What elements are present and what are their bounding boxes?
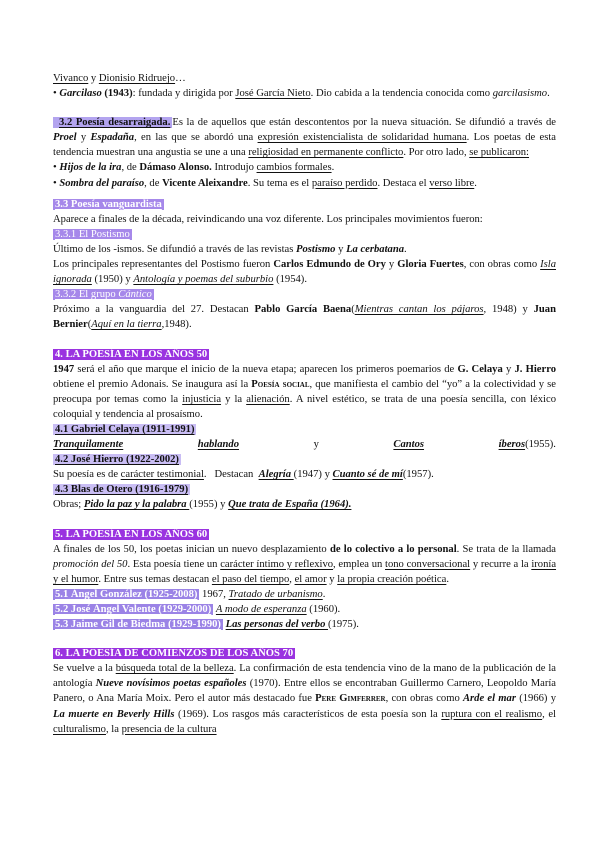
section-heading: 4.3 Blas de Otero (1916-1979)	[55, 484, 189, 496]
section-heading: 3.3.2 El grupo Cántico	[55, 289, 152, 301]
paragraph: Su poesía es de carácter testimonial. Destacan Alegría (1947) y Cuanto sé de mí(1957).	[53, 469, 434, 481]
paragraph: Tranquilamente hablando y Cantos íberos(1955).	[53, 439, 556, 451]
spacer	[53, 333, 556, 347]
document-body	[53, 71, 556, 737]
section-5-1: 5.1 Ángel González (1925-2008) 1967, Tratado de urbanismo.	[55, 588, 326, 600]
spacer	[53, 101, 556, 115]
section-3-3-2	[53, 287, 556, 302]
author-name: Dionisio Ridruejo	[98, 73, 176, 84]
section-3-2: 3.2 Poesía desarraigada. Es la de aquellos que están descontentos por la nueva situación. Se difundió a través de Proel y Espadaña, en las que se abordó una expresión existencialista de solidaridad humana. Los poetas de esta tendencia muestran una angustia se une a una religiosidad en permanente conflicto. Por otro lado, se publicaron:	[53, 117, 557, 159]
author-name: José García Nieto	[235, 88, 311, 100]
section-heading: 4. LA POESÍA EN LOS AÑOS 50	[55, 348, 208, 360]
section-heading: 3.3.1 El Postismo	[55, 228, 130, 240]
journal-title: Garcilaso	[59, 88, 102, 100]
bullet-item: • Garcilaso (1943): fundada y dirigida por José García Nieto. Dio cabida a la tendencia conocida como garcilasismo.	[53, 88, 550, 100]
section-5-3: 5.3 Jaime Gil de Biedma (1929-1990) Las personas del verbo (1975).	[55, 619, 359, 631]
paragraph: Se vuelve a la búsqueda total de la belleza. La confirmación de esta tendencia vino de la mano de la publicación de la antología Nueve novísimos poetas españoles (1970). Entre ellos se encontraban Guillermo Carnero, Leopoldo María Panero, o Ana María Moix. Pero el autor más destacado fue Pere Gimferrer, con obras como Arde el mar (1966) y La muerte en Beverly Hills (1969). Los rasgos más característicos de esta poesía son la ruptura con el realismo, el culturalismo, la presencia de la cultura	[53, 663, 557, 735]
paragraph: Obras; Pido la paz y la palabra (1955) y Que trata de España (1964).	[53, 499, 352, 511]
section-heading: 5.2 José Ángel Valente (1929-2000)	[55, 604, 212, 615]
paragraph: A finales de los 50, los poetas inician un nuevo desplazamiento de lo colectivo a lo personal. Se trata de la llamada promoción del 50. Esta poesía tiene un carácter íntimo y reflexivo, emplea un tono conversacional y recurre a la ironía y el humor. Entre sus temas destacan el paso del tiempo, el amor y la propia creación poética.	[53, 543, 557, 585]
author-name: Vivanco	[53, 73, 89, 84]
section-3-3	[53, 197, 556, 212]
paragraph: Último de los -ismos. Se difundió a través de las revistas Postismo y La cerbatana.	[53, 243, 407, 255]
bullet-item: • Sombra del paraíso, de Vicente Aleixandre. Su tema es el paraíso perdido. Destaca el verso libre.	[53, 177, 477, 189]
paragraph: Los principales representantes del Postismo fueron Carlos Edmundo de Ory y Gloria Fuertes, con obras como Isla ignorada (1950) y Antología y poemas del suburbio (1954).	[53, 259, 557, 286]
section-heading: 3.3 Poesía vanguardista	[55, 198, 162, 210]
section-6	[53, 646, 556, 661]
section-heading: 5.1 Ángel González (1925-2008)	[55, 588, 198, 600]
section-heading: 5. LA POESÍA EN LOS AÑOS 60	[55, 528, 208, 540]
section-heading: 4.2 José Hierro (1922-2002)	[55, 454, 179, 466]
section-heading: 3.2 Poesía desarraigada.	[53, 117, 172, 128]
section-4-1	[53, 422, 556, 437]
section-4-3	[53, 482, 556, 497]
bullet-item: • Hijos de la ira, de Dámaso Alonso. Introdujo cambios formales.	[53, 162, 335, 174]
section-3-3-1	[53, 227, 556, 242]
paragraph: Aparece a finales de la década, reivindicando una voz diferente. Los principales movimientos fueron:	[53, 213, 483, 225]
paragraph: 1947 será el año que marque el inicio de la nueva etapa; aparecen los primeros poemarios de G. Celaya y J. Hierro obtiene el premio Adonais. Se inaugura así la Poesía social, que manifiesta el cambio del “yo” a la colectividad y se preocupa por temas como la injusticia y la alienación. A nivel estético, se trata de una poesía sencilla, con léxico coloquial y tendencia al prosaísmo.	[53, 363, 556, 420]
section-5	[53, 527, 556, 542]
section-4	[53, 347, 556, 362]
spacer	[53, 513, 556, 527]
section-4-2	[53, 452, 556, 467]
spacer	[53, 632, 556, 646]
paragraph: Vivanco y Dionisio Ridruejo…	[53, 73, 186, 84]
paragraph: Próximo a la vanguardia del 27. Destacan Pablo García Baena(Mientras cantan los pájaros, 1948) y Juan Bernier(Aquí en la tierra,1948).	[53, 304, 556, 331]
section-heading: 4.1 Gabriel Celaya (1911-1991)	[55, 423, 195, 435]
section-heading: 6. LA POESÍA DE COMIENZOS DE LOS AÑOS 70	[55, 648, 294, 660]
section-heading: 5.3 Jaime Gil de Biedma (1929-1990)	[55, 619, 221, 631]
section-5-2: 5.2 José Ángel Valente (1929-2000) A modo de esperanza (1960).	[55, 604, 341, 615]
